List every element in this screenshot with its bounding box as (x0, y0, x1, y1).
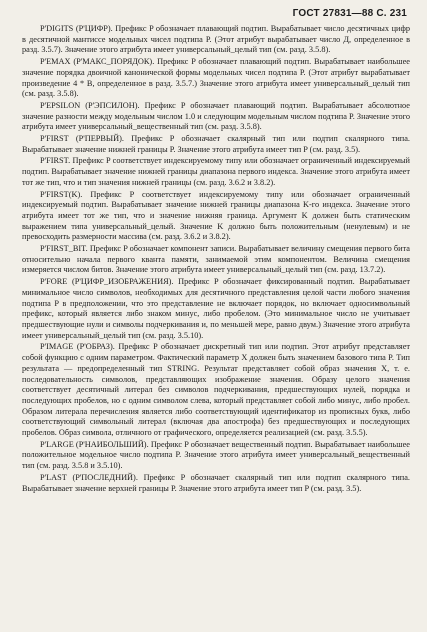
paragraph-fore: P'FORE (P'ЦИФР_ИЗОБРАЖЕНИЯ). Префикс P обозначает фиксированный подтип. Вырабатывает минимальное число символов, необходимых для десятичного представления целой части любого значения подтипа P в предположении, что это представление не включает порядок, но включает односимвольный префикс, который является либо знаком минус, либо пробелом. (Это минимальное число не учитывает предшествующие нули и символы подчеркивания и, по меньшей мере, равно двум.) Значение этого атрибута имеет универсальный_целый тип (см. разд. 3.5.10). (22, 277, 410, 340)
paragraph-large: P'LARGE (P'НАИБОЛЬШИЙ). Префикс P обозначает вещественный подтип. Вырабатывает наибольшее положительное модельное число подтипа P. Значение этого атрибута имеет универсальный_вещественный тип (см. разд. 3.5.8 и 3.5.10). (22, 439, 410, 471)
paragraph-epsilon: P'EPSILON (P'ЭПСИЛОН). Префикс P обозначает плавающий подтип. Вырабатывает абсолютное значение разности между модельным числом 1.0 и следующим модельным числом подтипа P. Значение этого атрибута имеет универсальный_вещественный тип (см. разд. 3.5.8). (22, 100, 410, 132)
paragraph-first-k: P'FIRST(K). Префикс P соответствует индексируемому типу или обозначает ограниченный индексируемый подтип. Вырабатывает значение нижней границы диапазона K-го индекса. Значение этого атрибута имеет тот же тип, что и значение нижняя граница. Аргумент K должен быть статическим выражением типа универсальный_целый. Значение K должно быть положительным (ненулевым) и не превосходить размерности массива (см. разд. 3.6.2 и 3.8.2). (22, 189, 410, 242)
paragraph-last: P'LAST (P'ПОСЛЕДНИЙ). Префикс P обозначает скалярный тип или подтип скалярного типа. Вырабатывает значение верхней границы P. Значение этого атрибута имеет тип P (см. разд. 3.5). (22, 472, 410, 493)
paragraph-image: P'IMAGE (P'ОБРАЗ). Префикс P обозначает дискретный тип или подтип. Этот атрибут представляет собой функцию с одним параметром. Фактический параметр X должен быть значением базового типа P. Тип результата — предопределенный тип STRING. Результат представляет собой образ значения X, т. е. последовательность символов, представляющих изображение значения. Образу целого значения соответствует десятичный литерал без символов подчеркивания, предшествующих нулей, порядка и последующих пробелов, но с одним символом слева, который представляет собой либо минус, либо пробел. Образом литерала перечисления является либо соответствующий идентификатор из прописных букв, либо соответствующий символьный литерал (включая два апострофа) без предшествующих и последующих пробелов. Образ символа, отличного от графического, определяется реализацией (см. разд. 3.5.5). (22, 342, 410, 438)
paragraph-first-array: P'FIRST. Префикс P соответствует индексируемому типу или обозначает ограниченный индексируемый подтип. Вырабатывает значение нижней границы диапазона первого индекса. Значение этого атрибута имеет тот же тип, что и тип значения нижней границы (см. разд. 3.6.2 и 3.8.2). (22, 156, 410, 187)
paragraph-first-scalar: P'FIRST (P'ПЕРВЫЙ). Префикс P обозначает скалярный тип или подтип скалярного типа. Вырабатывает значение нижней границы P. Значение этого атрибута имеет тип P (см. разд. 3.5). (22, 134, 410, 154)
document-body (22, 24, 410, 495)
paragraph-digits: P'DIGITS (P'ЦИФР). Префикс P обозначает плавающий подтип. Вырабатывает число десятичных цифр в десятичной мантиссе модельных чисел подтипа P. (Этот атрибут вырабатывает число Д, определенное в разд. 3.5.7). Значение этого атрибута имеет универсальный_целый тип (см. разд. 3.5.8). (22, 24, 410, 55)
paragraph-first-bit: P'FIRST_BIT. Префикс P обозначает компонент записи. Вырабатывает величину смещения первого бита относительно начала первого кванта памяти, занимаемой этим компонентом. Величина смещения измеряется числом битов. Значение этого атрибута имеет универсальный_целый тип (см. разд. 13.7.2). (22, 244, 410, 275)
paragraph-emax: P'EMAX (P'МАКС_ПОРЯДОК). Префикс P обозначает плавающий подтип. Вырабатывает наибольшее значение порядка двоичной канонической формы модельных чисел подтипа P. (Этот атрибут вырабатывает произведение 4 * B, определенное в разд. 3.5.7.) Значение этого атрибута имеет универсальный_целый тип (см. разд. 3.5.8). (22, 57, 410, 99)
page-header: ГОСТ 27831—88 С. 231 (292, 8, 407, 19)
